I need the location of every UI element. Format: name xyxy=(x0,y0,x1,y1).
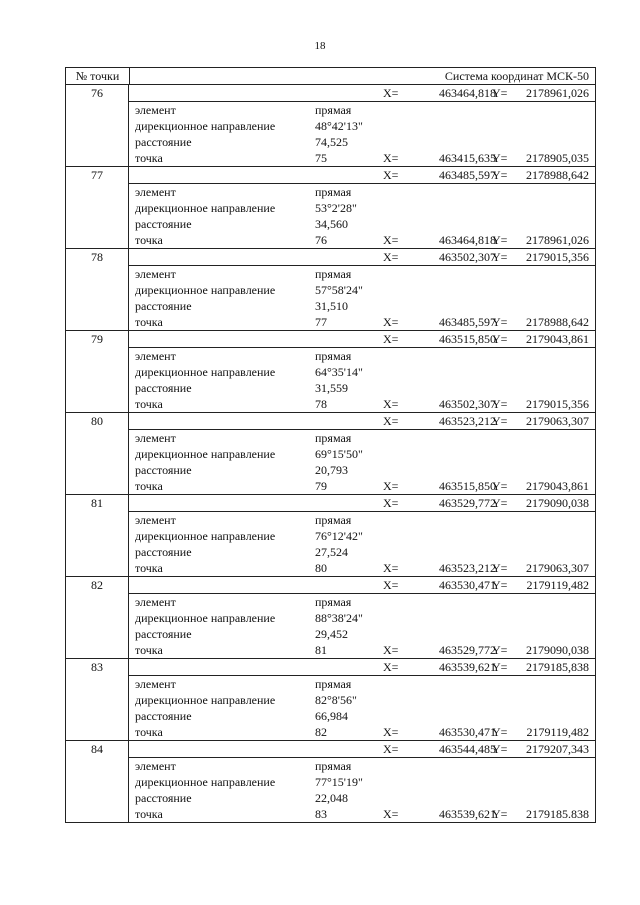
previous-point-number: 80 xyxy=(315,561,327,575)
point-details xyxy=(129,85,595,166)
x-value: 463523,212 xyxy=(439,414,496,428)
point-coordinates-row xyxy=(129,331,595,348)
direction-value: 88°38'24" xyxy=(315,611,363,625)
distance-row xyxy=(129,544,595,560)
distance-value: 22,048 xyxy=(315,791,348,805)
distance-row xyxy=(129,298,595,314)
direction-label: дирекционное направление xyxy=(135,119,276,133)
point-details xyxy=(129,249,595,330)
y-value: 2179063,307 xyxy=(526,414,589,428)
direction-label: дирекционное направление xyxy=(135,693,276,707)
direction-label: дирекционное направление xyxy=(135,201,276,215)
table-header xyxy=(66,68,595,85)
point-block xyxy=(66,659,595,741)
direction-row xyxy=(129,774,595,790)
point-details xyxy=(129,577,595,658)
previous-point-number: 81 xyxy=(315,643,327,657)
direction-value: 77°15'19" xyxy=(315,775,363,789)
distance-row xyxy=(129,708,595,724)
x-label: X= xyxy=(383,315,399,329)
x-value: 463530,471 xyxy=(439,578,496,592)
distance-label: расстояние xyxy=(135,709,192,723)
point-block xyxy=(66,85,595,167)
previous-point-number: 75 xyxy=(315,151,327,165)
point-number: 80 xyxy=(66,413,129,494)
element-value: прямая xyxy=(315,267,352,281)
point-coordinates-row xyxy=(129,577,595,594)
previous-point-row xyxy=(129,642,595,658)
previous-point-number: 82 xyxy=(315,725,327,739)
x-value: 463515,850 xyxy=(439,332,496,346)
direction-row xyxy=(129,364,595,380)
point-block xyxy=(66,577,595,659)
x-label: X= xyxy=(383,397,399,411)
x-label: X= xyxy=(383,250,399,264)
distance-row xyxy=(129,216,595,232)
x-label: X= xyxy=(383,233,399,247)
y-label: Y= xyxy=(492,151,508,165)
previous-point-row xyxy=(129,396,595,412)
distance-label: расстояние xyxy=(135,381,192,395)
direction-label: дирекционное направление xyxy=(135,611,276,625)
point-label: точка xyxy=(135,561,163,575)
y-value: 2179015,356 xyxy=(526,250,589,264)
previous-point-row xyxy=(129,232,595,248)
point-label: точка xyxy=(135,233,163,247)
x-value: 463485,597 xyxy=(439,168,496,182)
y-label: Y= xyxy=(492,414,508,428)
y-label: Y= xyxy=(492,479,508,493)
element-row xyxy=(129,512,595,528)
distance-value: 20,793 xyxy=(315,463,348,477)
y-label: Y= xyxy=(492,332,508,346)
element-row xyxy=(129,594,595,610)
y-value: 2178961,026 xyxy=(526,86,589,100)
previous-y-value: 2178905,035 xyxy=(526,151,589,165)
point-label: точка xyxy=(135,643,163,657)
x-label: X= xyxy=(383,561,399,575)
point-coordinates-row xyxy=(129,249,595,266)
x-label: X= xyxy=(383,807,399,821)
direction-row xyxy=(129,446,595,462)
point-coordinates-row xyxy=(129,741,595,758)
point-coordinates-row xyxy=(129,495,595,512)
y-label: Y= xyxy=(492,86,508,100)
element-label: элемент xyxy=(135,595,176,609)
element-value: прямая xyxy=(315,759,352,773)
element-value: прямая xyxy=(315,431,352,445)
distance-label: расстояние xyxy=(135,463,192,477)
direction-row xyxy=(129,118,595,134)
previous-y-value: 2179090,038 xyxy=(526,643,589,657)
x-value: 463544,485 xyxy=(439,742,496,756)
distance-value: 31,559 xyxy=(315,381,348,395)
point-block xyxy=(66,495,595,577)
distance-label: расстояние xyxy=(135,627,192,641)
element-value: прямая xyxy=(315,595,352,609)
distance-value: 27,524 xyxy=(315,545,348,559)
direction-label: дирекционное направление xyxy=(135,365,276,379)
element-row xyxy=(129,266,595,282)
previous-point-row xyxy=(129,724,595,740)
previous-x-value: 463515,850 xyxy=(439,479,496,493)
point-label: точка xyxy=(135,151,163,165)
element-label: элемент xyxy=(135,349,176,363)
point-number: 76 xyxy=(66,85,129,166)
element-value: прямая xyxy=(315,677,352,691)
element-label: элемент xyxy=(135,103,176,117)
previous-point-row xyxy=(129,560,595,576)
x-label: X= xyxy=(383,86,399,100)
x-label: X= xyxy=(383,660,399,674)
previous-point-row xyxy=(129,314,595,330)
point-coordinates-row xyxy=(129,659,595,676)
previous-x-value: 463523,212 xyxy=(439,561,496,575)
point-label: точка xyxy=(135,315,163,329)
previous-y-value: 2179119,482 xyxy=(526,725,589,739)
x-label: X= xyxy=(383,496,399,510)
point-number: 82 xyxy=(66,577,129,658)
point-number: 84 xyxy=(66,741,129,822)
previous-x-value: 463530,471 xyxy=(439,725,496,739)
element-value: прямая xyxy=(315,349,352,363)
point-details xyxy=(129,495,595,576)
y-label: Y= xyxy=(492,660,508,674)
direction-value: 53°2'28" xyxy=(315,201,357,215)
point-details xyxy=(129,659,595,740)
distance-label: расстояние xyxy=(135,791,192,805)
previous-point-number: 77 xyxy=(315,315,327,329)
element-label: элемент xyxy=(135,513,176,527)
page-number: 18 xyxy=(314,40,326,52)
y-label: Y= xyxy=(492,250,508,264)
direction-row xyxy=(129,610,595,626)
y-value: 2179043,861 xyxy=(526,332,589,346)
previous-point-row xyxy=(129,478,595,494)
element-label: элемент xyxy=(135,759,176,773)
y-label: Y= xyxy=(492,168,508,182)
element-label: элемент xyxy=(135,431,176,445)
element-label: элемент xyxy=(135,185,176,199)
distance-row xyxy=(129,134,595,150)
point-block xyxy=(66,167,595,249)
y-value: 2179185,838 xyxy=(526,660,589,674)
previous-y-value: 2178988,642 xyxy=(526,315,589,329)
distance-label: расстояние xyxy=(135,299,192,313)
distance-value: 74,525 xyxy=(315,135,348,149)
point-number: 81 xyxy=(66,495,129,576)
previous-x-value: 463529,772 xyxy=(439,643,496,657)
distance-label: расстояние xyxy=(135,135,192,149)
previous-point-number: 76 xyxy=(315,233,327,247)
x-label: X= xyxy=(383,742,399,756)
point-details xyxy=(129,741,595,822)
x-value: 463529,772 xyxy=(439,496,496,510)
x-label: X= xyxy=(383,479,399,493)
point-details xyxy=(129,331,595,412)
point-block xyxy=(66,413,595,495)
element-row xyxy=(129,676,595,692)
x-label: X= xyxy=(383,725,399,739)
point-number: 78 xyxy=(66,249,129,330)
y-value: 2179119,482 xyxy=(526,578,589,592)
point-label: точка xyxy=(135,807,163,821)
point-number: 83 xyxy=(66,659,129,740)
point-label: точка xyxy=(135,397,163,411)
direction-value: 76°12'42" xyxy=(315,529,363,543)
y-value: 2179207,343 xyxy=(526,742,589,756)
element-value: прямая xyxy=(315,513,352,527)
point-coordinates-row xyxy=(129,85,595,102)
header-coordinate-system: Система координат МСК-50 xyxy=(444,69,589,83)
previous-x-value: 463415,635 xyxy=(439,151,496,165)
previous-y-value: 2179063,307 xyxy=(526,561,589,575)
distance-row xyxy=(129,380,595,396)
element-row xyxy=(129,758,595,774)
distance-value: 29,452 xyxy=(315,627,348,641)
point-coordinates-row xyxy=(129,167,595,184)
y-label: Y= xyxy=(492,578,508,592)
x-label: X= xyxy=(383,578,399,592)
y-label: Y= xyxy=(492,807,508,821)
previous-x-value: 463464,818 xyxy=(439,233,496,247)
point-details xyxy=(129,413,595,494)
previous-point-number: 83 xyxy=(315,807,327,821)
point-block xyxy=(66,741,595,822)
previous-x-value: 463539,621 xyxy=(439,807,496,821)
direction-value: 69°15'50" xyxy=(315,447,363,461)
x-value: 463464,818 xyxy=(439,86,496,100)
x-value: 463502,307 xyxy=(439,250,496,264)
coordinates-table xyxy=(65,67,596,823)
element-row xyxy=(129,430,595,446)
distance-row xyxy=(129,626,595,642)
y-label: Y= xyxy=(492,315,508,329)
direction-row xyxy=(129,200,595,216)
previous-point-row xyxy=(129,806,595,822)
point-number: 79 xyxy=(66,331,129,412)
distance-row xyxy=(129,462,595,478)
x-label: X= xyxy=(383,414,399,428)
y-value: 2178988,642 xyxy=(526,168,589,182)
direction-row xyxy=(129,282,595,298)
direction-label: дирекционное направление xyxy=(135,447,276,461)
previous-y-value: 2179043,861 xyxy=(526,479,589,493)
element-row xyxy=(129,184,595,200)
x-label: X= xyxy=(383,332,399,346)
y-label: Y= xyxy=(492,397,508,411)
point-details xyxy=(129,167,595,248)
direction-value: 48°42'13" xyxy=(315,119,363,133)
point-label: точка xyxy=(135,479,163,493)
previous-y-value: 2178961,026 xyxy=(526,233,589,247)
y-label: Y= xyxy=(492,233,508,247)
x-label: X= xyxy=(383,168,399,182)
direction-value: 57°58'24" xyxy=(315,283,363,297)
element-value: прямая xyxy=(315,185,352,199)
y-label: Y= xyxy=(492,725,508,739)
y-value: 2179090,038 xyxy=(526,496,589,510)
y-label: Y= xyxy=(492,643,508,657)
previous-point-number: 79 xyxy=(315,479,327,493)
x-label: X= xyxy=(383,643,399,657)
x-label: X= xyxy=(383,151,399,165)
distance-value: 66,984 xyxy=(315,709,348,723)
element-label: элемент xyxy=(135,677,176,691)
previous-x-value: 463485,597 xyxy=(439,315,496,329)
point-block xyxy=(66,249,595,331)
element-row xyxy=(129,348,595,364)
point-block xyxy=(66,331,595,413)
previous-point-row xyxy=(129,150,595,166)
direction-value: 82°8'56" xyxy=(315,693,357,707)
point-label: точка xyxy=(135,725,163,739)
distance-label: расстояние xyxy=(135,217,192,231)
direction-label: дирекционное направление xyxy=(135,283,276,297)
previous-point-number: 78 xyxy=(315,397,327,411)
previous-y-value: 2179015,356 xyxy=(526,397,589,411)
point-coordinates-row xyxy=(129,413,595,430)
element-value: прямая xyxy=(315,103,352,117)
direction-value: 64°35'14" xyxy=(315,365,363,379)
x-value: 463539,621 xyxy=(439,660,496,674)
y-label: Y= xyxy=(492,742,508,756)
point-number: 77 xyxy=(66,167,129,248)
element-row xyxy=(129,102,595,118)
distance-label: расстояние xyxy=(135,545,192,559)
distance-row xyxy=(129,790,595,806)
y-label: Y= xyxy=(492,496,508,510)
direction-row xyxy=(129,692,595,708)
table-body xyxy=(66,85,595,822)
direction-label: дирекционное направление xyxy=(135,529,276,543)
header-point-no: № точки xyxy=(66,68,130,84)
previous-y-value: 2179185.838 xyxy=(526,807,589,821)
direction-label: дирекционное направление xyxy=(135,775,276,789)
distance-value: 34,560 xyxy=(315,217,348,231)
previous-x-value: 463502,307 xyxy=(439,397,496,411)
direction-row xyxy=(129,528,595,544)
element-label: элемент xyxy=(135,267,176,281)
y-label: Y= xyxy=(492,561,508,575)
distance-value: 31,510 xyxy=(315,299,348,313)
